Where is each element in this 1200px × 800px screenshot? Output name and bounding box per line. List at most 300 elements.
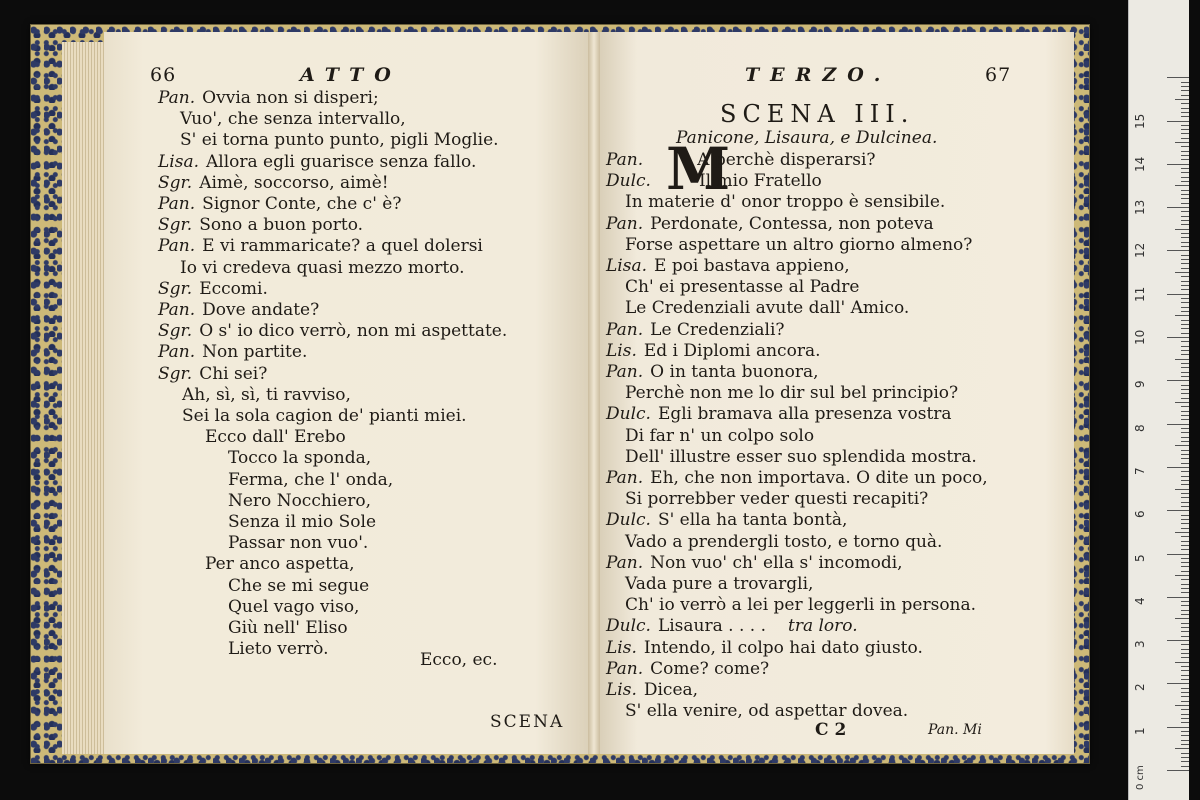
ruler-tick bbox=[1181, 432, 1189, 433]
speaker-label: Pan. bbox=[158, 194, 196, 214]
ruler-tick bbox=[1181, 670, 1189, 671]
line-text: Lisaura . . . . bbox=[657, 616, 766, 637]
ruler-tick bbox=[1181, 523, 1189, 524]
text-line bbox=[606, 320, 785, 341]
ruler-tick bbox=[1181, 307, 1189, 308]
text-line bbox=[158, 215, 363, 236]
ruler-tick bbox=[1175, 272, 1189, 273]
ruler-tick bbox=[1181, 259, 1189, 260]
ruler-tick bbox=[1175, 142, 1189, 143]
line-text: Vuo', che senza intervallo, bbox=[180, 109, 406, 130]
ruler-tick bbox=[1175, 532, 1189, 533]
ruler-tick bbox=[1181, 146, 1189, 147]
ruler-tick bbox=[1181, 766, 1189, 767]
ruler-number: 9 bbox=[1133, 380, 1147, 389]
ruler-tick bbox=[1181, 159, 1189, 160]
ruler-tick bbox=[1181, 536, 1189, 537]
text-line bbox=[606, 680, 698, 701]
ruler-tick bbox=[1181, 363, 1189, 364]
ruler-tick bbox=[1181, 471, 1189, 472]
ruler-tick bbox=[1167, 597, 1189, 598]
text-line bbox=[228, 491, 371, 512]
ruler-tick bbox=[1181, 415, 1189, 416]
line-text: Ed i Diplomi ancora. bbox=[643, 340, 821, 361]
ruler-tick bbox=[1181, 588, 1189, 589]
text-line bbox=[228, 576, 369, 597]
ruler-number: 15 bbox=[1133, 113, 1147, 129]
line-text: Tocco la sponda, bbox=[228, 448, 372, 469]
line-text: Egli bramava alla presenza vostra bbox=[657, 404, 952, 425]
drop-cap: M bbox=[666, 135, 731, 203]
ruler-tick bbox=[1181, 541, 1189, 542]
ruler-tick bbox=[1181, 579, 1189, 580]
ruler-number: 10 bbox=[1133, 329, 1147, 345]
text-line bbox=[625, 383, 958, 404]
text-line bbox=[606, 510, 847, 531]
ruler-tick bbox=[1181, 220, 1189, 221]
ruler-tick bbox=[1181, 454, 1189, 455]
ruler-tick bbox=[1181, 125, 1189, 126]
ruler-tick bbox=[1181, 463, 1189, 464]
ruler-tick bbox=[1181, 649, 1189, 650]
line-text: A perchè disperarsi? bbox=[697, 150, 876, 170]
ruler-tick bbox=[1181, 333, 1189, 334]
text-line bbox=[228, 512, 376, 533]
ruler-tick bbox=[1167, 207, 1189, 208]
ruler-tick bbox=[1167, 337, 1189, 338]
ruler-tick bbox=[1181, 493, 1189, 494]
ruler-tick bbox=[1181, 614, 1189, 615]
line-text: Perchè non me lo dir sul bel principio? bbox=[625, 383, 959, 404]
text-line bbox=[625, 701, 908, 722]
closing-line: Ecco, ec. bbox=[420, 650, 498, 670]
line-text: In materie d' onor troppo è sensibile. bbox=[625, 192, 946, 213]
text-line bbox=[606, 659, 769, 680]
speaker-label: Pan. bbox=[606, 362, 644, 382]
ruler-tick bbox=[1181, 627, 1189, 628]
ruler-tick bbox=[1181, 302, 1189, 303]
speaker-label: Sgr. bbox=[158, 321, 193, 342]
left-running-head: ATTO bbox=[300, 64, 402, 86]
text-line bbox=[625, 574, 813, 595]
ruler-tick bbox=[1181, 194, 1189, 195]
ruler-tick bbox=[1181, 324, 1189, 325]
line-text: Quel vago viso, bbox=[228, 596, 360, 617]
left-page-number: 66 bbox=[150, 64, 177, 86]
line-text: Senza il mio Sole bbox=[228, 512, 377, 532]
ruler-tick bbox=[1167, 770, 1189, 771]
speaker-label: Dulc. bbox=[606, 510, 651, 531]
ruler-tick bbox=[1175, 99, 1189, 100]
ruler-tick bbox=[1175, 748, 1189, 749]
line-text: Ovvia non si disperi; bbox=[202, 88, 379, 108]
ruler-tick bbox=[1181, 744, 1189, 745]
ruler-tick bbox=[1181, 558, 1189, 559]
ruler-tick bbox=[1181, 398, 1189, 399]
line-text: Chi sei? bbox=[199, 363, 268, 384]
text-line bbox=[180, 109, 406, 130]
text-line bbox=[606, 214, 934, 235]
line-text: Vado a prendergli tosto, e torno quà. bbox=[625, 531, 943, 552]
speaker-label: Lis. bbox=[606, 637, 637, 658]
ruler-tick bbox=[1181, 519, 1189, 520]
text-line bbox=[606, 404, 952, 425]
ruler-tick bbox=[1181, 129, 1189, 130]
ruler-tick bbox=[1167, 467, 1189, 468]
text-line bbox=[205, 554, 355, 575]
line-text: Ch' io verrò a lei per leggerli in persona. bbox=[625, 595, 977, 616]
speaker-label: Sgr. bbox=[158, 172, 193, 193]
ruler-tick bbox=[1181, 233, 1189, 234]
ruler-tick bbox=[1175, 315, 1189, 316]
ruler-tick bbox=[1181, 458, 1189, 459]
stage-direction: tra loro. bbox=[787, 616, 858, 637]
ruler-tick bbox=[1167, 250, 1189, 251]
ruler-tick bbox=[1181, 263, 1189, 264]
ruler-tick bbox=[1181, 298, 1189, 299]
ruler-tick bbox=[1181, 757, 1189, 758]
text-line bbox=[625, 426, 814, 447]
ruler-tick bbox=[1175, 489, 1189, 490]
line-text: Le Credenziali? bbox=[650, 319, 785, 340]
ruler-number: 8 bbox=[1133, 423, 1147, 432]
ruler-tick bbox=[1181, 605, 1189, 606]
ruler-tick bbox=[1181, 138, 1189, 139]
ruler-number: 5 bbox=[1133, 553, 1147, 562]
line-text: Lieto verrò. bbox=[228, 639, 329, 660]
ruler-tick bbox=[1167, 121, 1189, 122]
ruler-tick bbox=[1181, 688, 1189, 689]
ruler-tick bbox=[1181, 276, 1189, 277]
ruler-tick bbox=[1181, 592, 1189, 593]
ruler-tick bbox=[1167, 294, 1189, 295]
line-text: Aimè, soccorso, aimè! bbox=[199, 172, 389, 193]
ruler-tick bbox=[1175, 445, 1189, 446]
line-text: Dell' illustre esser suo splendida mostra. bbox=[625, 446, 977, 467]
speaker-label: Lisa. bbox=[158, 151, 199, 172]
ruler-tick bbox=[1181, 246, 1189, 247]
ruler-tick bbox=[1181, 623, 1189, 624]
speaker-label: Dulc. bbox=[606, 404, 651, 425]
line-text: Le Credenziali avute dall' Amico. bbox=[625, 298, 910, 319]
ruler-tick bbox=[1167, 727, 1189, 728]
line-text: Nero Nocchiero, bbox=[228, 490, 372, 511]
ruler-tick bbox=[1181, 116, 1189, 117]
ruler-tick bbox=[1181, 506, 1189, 507]
ruler-tick bbox=[1181, 735, 1189, 736]
ruler-number: 7 bbox=[1133, 467, 1147, 475]
ruler-tick bbox=[1181, 644, 1189, 645]
ruler-tick bbox=[1181, 411, 1189, 412]
ruler-tick bbox=[1175, 229, 1189, 230]
line-text: Sono a buon porto. bbox=[199, 215, 364, 236]
ruler-tick bbox=[1167, 164, 1189, 165]
line-text: Forse aspettare un altro giorno almeno? bbox=[625, 234, 973, 255]
speaker-label: Pan. bbox=[158, 342, 196, 363]
text-line bbox=[158, 364, 267, 385]
speaker-label: Sgr. bbox=[158, 363, 193, 384]
ruler-number: 6 bbox=[1133, 510, 1147, 519]
line-text: Non partite. bbox=[202, 342, 308, 363]
ruler-tick bbox=[1181, 696, 1189, 697]
speaker-label: Pan. bbox=[158, 236, 196, 257]
text-line bbox=[606, 468, 988, 489]
line-text: Sei la sola cagion de' pianti miei. bbox=[182, 406, 467, 426]
text-line bbox=[625, 447, 977, 468]
text-line bbox=[182, 385, 351, 406]
text-line bbox=[228, 618, 348, 639]
ruler-tick bbox=[1181, 679, 1189, 680]
ruler-tick bbox=[1181, 224, 1189, 225]
line-text: Come? come? bbox=[650, 658, 770, 679]
ruler-tick bbox=[1181, 566, 1189, 567]
ruler-tick bbox=[1181, 528, 1189, 529]
text-line bbox=[180, 130, 499, 151]
ruler-tick bbox=[1181, 367, 1189, 368]
text-line bbox=[205, 427, 346, 448]
ruler-tick bbox=[1181, 311, 1189, 312]
ruler-tick bbox=[1181, 385, 1189, 386]
line-text: Giù nell' Eliso bbox=[228, 618, 348, 638]
ruler-tick bbox=[1181, 601, 1189, 602]
text-line bbox=[606, 553, 903, 574]
ruler-tick bbox=[1181, 584, 1189, 585]
ruler-number: 4 bbox=[1133, 597, 1147, 605]
line-text: Dicea, bbox=[643, 680, 699, 700]
ruler-tick bbox=[1181, 354, 1189, 355]
line-text: Intendo, il colpo hai dato giusto. bbox=[643, 637, 923, 658]
ruler-tick bbox=[1181, 714, 1189, 715]
ruler-tick bbox=[1181, 545, 1189, 546]
text-line bbox=[606, 638, 923, 659]
ruler-tick bbox=[1181, 190, 1189, 191]
ruler-tick bbox=[1175, 575, 1189, 576]
book-gutter bbox=[588, 32, 600, 754]
text-line bbox=[606, 341, 820, 362]
ruler-tick bbox=[1181, 133, 1189, 134]
line-text: Ecco dall' Erebo bbox=[205, 427, 346, 448]
ruler-tick bbox=[1181, 562, 1189, 563]
ruler-tick bbox=[1181, 155, 1189, 156]
ruler-tick bbox=[1181, 502, 1189, 503]
line-text: E vi rammaricate? a quel dolersi bbox=[202, 236, 483, 257]
ruler-tick bbox=[1175, 185, 1189, 186]
ruler-tick bbox=[1181, 393, 1189, 394]
ruler-tick bbox=[1181, 285, 1189, 286]
ruler-tick bbox=[1181, 320, 1189, 321]
ruler-tick bbox=[1181, 372, 1189, 373]
ruler-tick bbox=[1167, 424, 1189, 425]
text-line bbox=[625, 532, 942, 553]
text-line bbox=[606, 616, 858, 637]
ruler-tick bbox=[1181, 740, 1189, 741]
scene-characters: Panicone, Lisaura, e Dulcinea. bbox=[676, 128, 938, 148]
ruler-tick bbox=[1181, 636, 1189, 637]
ruler-tick bbox=[1181, 281, 1189, 282]
ruler-tick bbox=[1181, 675, 1189, 676]
speaker-label: Pan. bbox=[606, 552, 644, 573]
ruler-tick bbox=[1181, 450, 1189, 451]
left-catchword: SCENA bbox=[490, 712, 565, 732]
ruler-tick bbox=[1181, 376, 1189, 377]
ruler-tick bbox=[1181, 610, 1189, 611]
ruler-number: 2 bbox=[1133, 683, 1147, 692]
speaker-label: Pan. bbox=[158, 88, 196, 108]
ruler-tick bbox=[1181, 437, 1189, 438]
line-text: E poi bastava appieno, bbox=[654, 256, 850, 276]
ruler-tick bbox=[1181, 237, 1189, 238]
text-line bbox=[158, 279, 268, 300]
signature-mark: C 2 bbox=[815, 720, 847, 740]
ruler-tick bbox=[1181, 168, 1189, 169]
speaker-label: Lis. bbox=[606, 680, 637, 700]
text-line bbox=[158, 342, 307, 363]
ruler-tick bbox=[1181, 328, 1189, 329]
text-line bbox=[606, 171, 822, 192]
line-text: Dove andate? bbox=[202, 300, 320, 320]
ruler-number: 1 bbox=[1133, 727, 1147, 735]
ruler-tick bbox=[1181, 82, 1189, 83]
text-line bbox=[228, 533, 368, 554]
line-text: O in tanta buonora, bbox=[650, 362, 819, 382]
ruler-tick bbox=[1181, 177, 1189, 178]
line-text: S' ella venire, od aspettar dovea. bbox=[625, 701, 909, 722]
ruler-tick bbox=[1175, 402, 1189, 403]
text-line bbox=[158, 321, 507, 342]
line-text: Di far n' un colpo solo bbox=[625, 425, 815, 446]
text-line bbox=[625, 298, 909, 319]
text-line bbox=[606, 362, 819, 383]
right-catchword: Pan. Mi bbox=[928, 722, 982, 738]
ruler-number: 14 bbox=[1133, 156, 1147, 172]
text-line bbox=[180, 258, 465, 279]
ruler-tick bbox=[1181, 571, 1189, 572]
ruler-tick bbox=[1175, 662, 1189, 663]
speaker-label: Dulc. bbox=[606, 616, 651, 637]
line-text: Non vuo' ch' ella s' incomodi, bbox=[650, 552, 903, 573]
ruler-tick bbox=[1181, 484, 1189, 485]
ruler-tick bbox=[1181, 268, 1189, 269]
speaker-label: Pan. bbox=[606, 468, 644, 488]
ruler-tick bbox=[1167, 510, 1189, 511]
ruler-tick bbox=[1181, 419, 1189, 420]
ruler-tick bbox=[1175, 618, 1189, 619]
ruler-tick bbox=[1181, 181, 1189, 182]
text-line bbox=[158, 236, 483, 257]
scene-title: SCENA III. bbox=[720, 100, 915, 128]
ruler-tick bbox=[1181, 761, 1189, 762]
ruler-tick bbox=[1181, 341, 1189, 342]
ruler-tick bbox=[1167, 554, 1189, 555]
text-line bbox=[228, 639, 329, 660]
ruler-tick bbox=[1181, 389, 1189, 390]
speaker-label: Pan. bbox=[606, 658, 644, 679]
ruler-tick bbox=[1181, 203, 1189, 204]
ruler-tick bbox=[1181, 346, 1189, 347]
ruler-tick bbox=[1181, 692, 1189, 693]
speaker-label: Lis. bbox=[606, 340, 637, 361]
ruler-tick bbox=[1181, 172, 1189, 173]
right-page-number: 67 bbox=[985, 64, 1012, 86]
ruler-tick bbox=[1181, 255, 1189, 256]
line-text: Vada pure a trovargli, bbox=[625, 574, 814, 594]
line-text: Ch' ei presentasse al Padre bbox=[625, 277, 860, 298]
scale-ruler bbox=[1128, 0, 1189, 800]
text-line bbox=[625, 277, 859, 298]
speaker-label: Pan. bbox=[158, 300, 196, 320]
ruler-number: 3 bbox=[1133, 640, 1147, 649]
ruler-tick bbox=[1181, 211, 1189, 212]
ruler-tick bbox=[1181, 480, 1189, 481]
text-line bbox=[228, 597, 359, 618]
ruler-tick bbox=[1181, 441, 1189, 442]
line-text: Io vi credeva quasi mezzo morto. bbox=[180, 257, 465, 278]
ruler-tick bbox=[1167, 640, 1189, 641]
ruler-tick bbox=[1181, 242, 1189, 243]
text-line bbox=[158, 194, 401, 215]
speaker-label: Lisa. bbox=[606, 256, 647, 276]
line-text: Eccomi. bbox=[199, 278, 268, 299]
ruler-tick bbox=[1181, 701, 1189, 702]
line-text: Eh, che non importava. O dite un poco, bbox=[650, 468, 988, 488]
ruler-tick bbox=[1181, 653, 1189, 654]
speaker-label: Pan. bbox=[606, 213, 644, 234]
right-running-head: TERZO. bbox=[745, 64, 892, 86]
ruler-tick bbox=[1181, 95, 1189, 96]
ruler-tick bbox=[1167, 683, 1189, 684]
ruler-tick bbox=[1175, 705, 1189, 706]
ruler-tick bbox=[1181, 549, 1189, 550]
ruler-tick bbox=[1181, 198, 1189, 199]
ruler-tick bbox=[1167, 77, 1189, 78]
ruler-tick bbox=[1181, 666, 1189, 667]
ruler-tick bbox=[1181, 753, 1189, 754]
ruler-tick bbox=[1181, 112, 1189, 113]
ruler-tick bbox=[1181, 406, 1189, 407]
text-line bbox=[158, 173, 389, 194]
ruler-tick bbox=[1181, 657, 1189, 658]
ruler-tick bbox=[1181, 216, 1189, 217]
text-line bbox=[606, 150, 876, 171]
line-text: S' ei torna punto punto, pigli Moglie. bbox=[180, 130, 499, 151]
text-line bbox=[158, 152, 476, 173]
text-line bbox=[228, 448, 371, 469]
ruler-tick bbox=[1181, 497, 1189, 498]
text-line bbox=[625, 192, 945, 213]
speaker-label: Sgr. bbox=[158, 278, 193, 299]
speaker-label: Sgr. bbox=[158, 215, 193, 236]
text-line bbox=[625, 595, 976, 616]
ruler-number: 11 bbox=[1133, 286, 1147, 302]
ruler-tick bbox=[1181, 515, 1189, 516]
ruler-tick bbox=[1167, 380, 1189, 381]
text-line bbox=[625, 235, 972, 256]
text-line bbox=[606, 256, 850, 277]
ruler-tick bbox=[1181, 289, 1189, 290]
ruler-tick bbox=[1181, 428, 1189, 429]
ruler-number: 12 bbox=[1133, 243, 1147, 259]
text-line bbox=[625, 489, 928, 510]
ruler-tick bbox=[1181, 731, 1189, 732]
line-text: Allora egli guarisce senza fallo. bbox=[206, 151, 477, 172]
line-text: Ah, sì, sì, ti ravviso, bbox=[182, 384, 351, 405]
ruler-tick bbox=[1181, 151, 1189, 152]
line-text: Si porrebber veder questi recapiti? bbox=[625, 489, 929, 510]
text-line bbox=[158, 88, 379, 109]
ruler-tick bbox=[1181, 86, 1189, 87]
ruler-tick bbox=[1181, 631, 1189, 632]
text-line bbox=[158, 300, 319, 321]
